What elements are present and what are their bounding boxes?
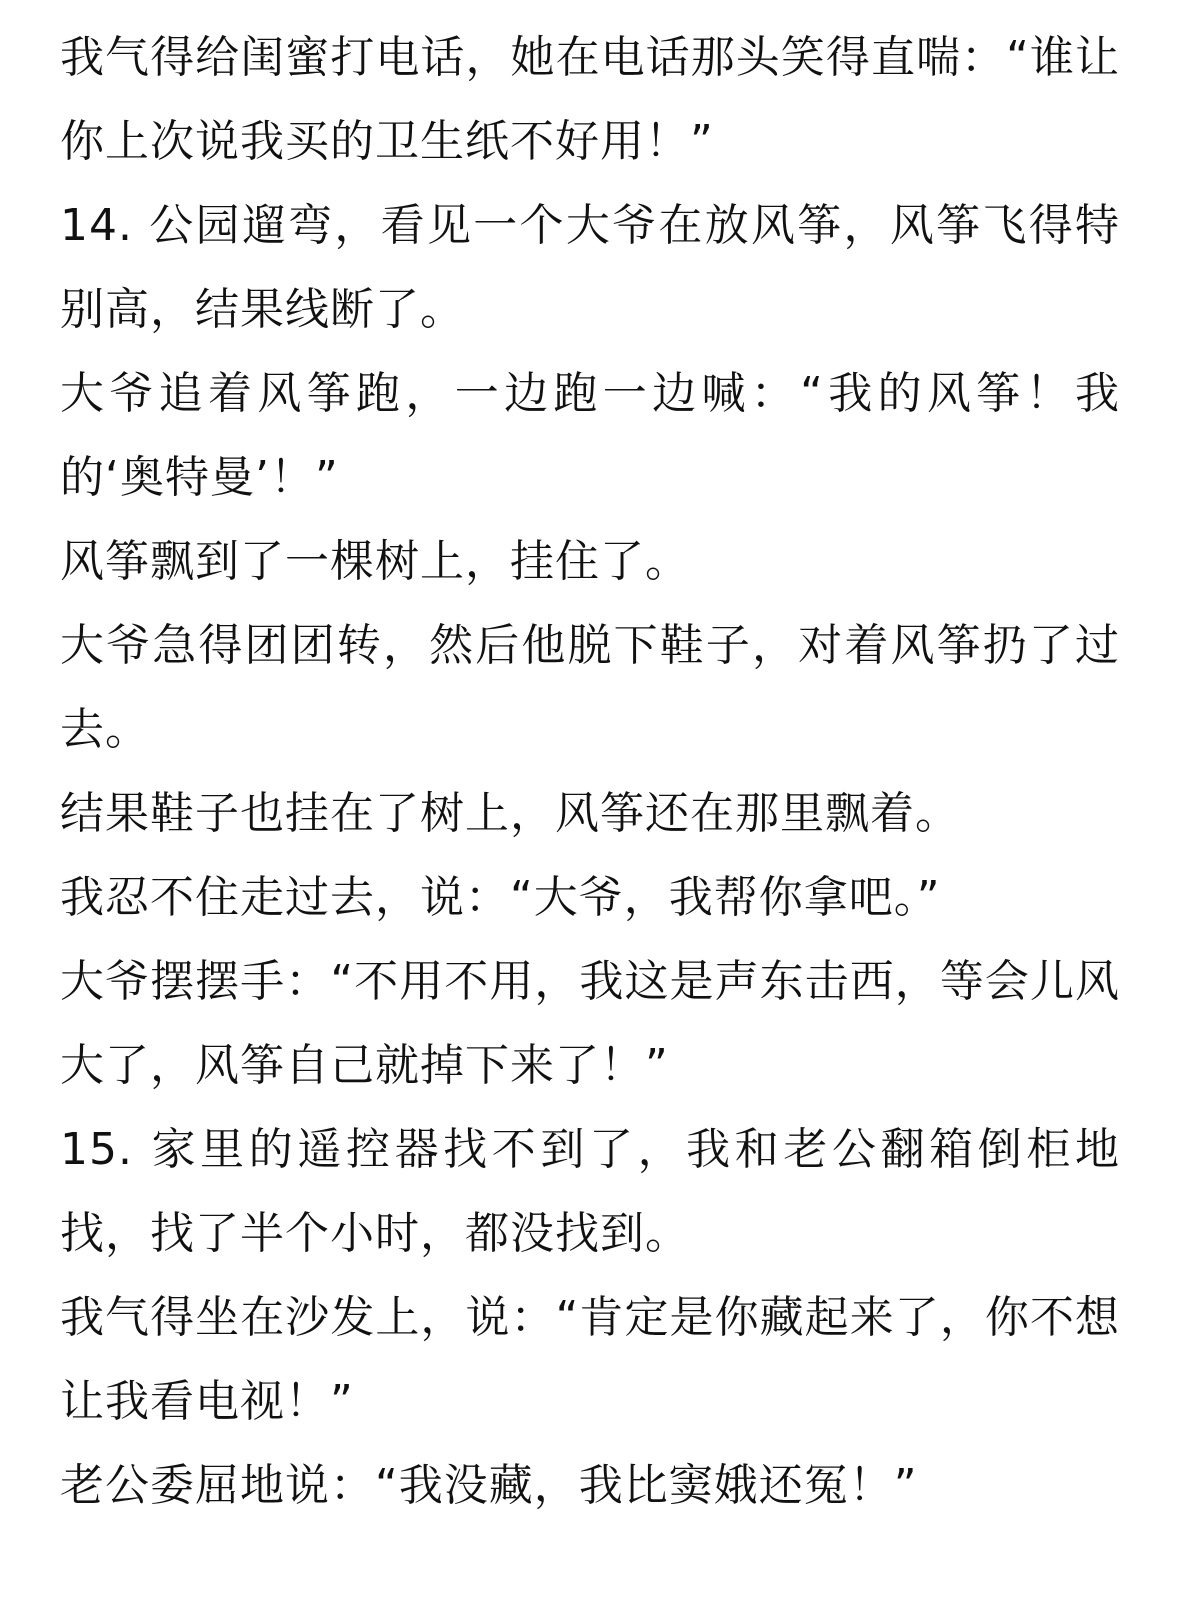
paragraph-12: 老公委屈地说：“我没藏，我比窦娥还冤！” [60,1460,918,1511]
paragraph-4: 大爷追着风筝跑，一边跑一边喊：“我的风筝！我的‘奥特曼’！” [60,368,1120,503]
paragraph-8: 我忍不住走过去，说：“大爷，我帮你拿吧。” [60,872,941,923]
paragraph-6: 大爷急得团团转，然后他脱下鞋子，对着风筝扔了过去。 [60,620,1120,755]
paragraph-2: 我气得给闺蜜打电话，她在电话那头笑得直喘：“谁让你上次说我买的卫生纸不好用！” [60,32,1120,167]
article-body [60,0,1120,1528]
paragraph-10: 15. 家里的遥控器找不到了，我和老公翻箱倒柜地找，找了半个小时，都没找到。 [60,1124,1120,1259]
paragraph-5: 风筝飘到了一棵树上，挂住了。 [60,536,690,587]
paragraph-3: 14. 公园遛弯，看见一个大爷在放风筝，风筝飞得特别高，结果线断了。 [60,200,1120,335]
paragraph-11: 我气得坐在沙发上，说：“肯定是你藏起来了，你不想让我看电视！” [60,1292,1120,1427]
paragraph-7: 结果鞋子也挂在了树上，风筝还在那里飘着。 [60,788,960,839]
paragraph-1 [60,0,1120,16]
paragraph-9: 大爷摆摆手：“不用不用，我这是声东击西，等会儿风大了，风筝自己就掉下来了！” [60,956,1120,1091]
